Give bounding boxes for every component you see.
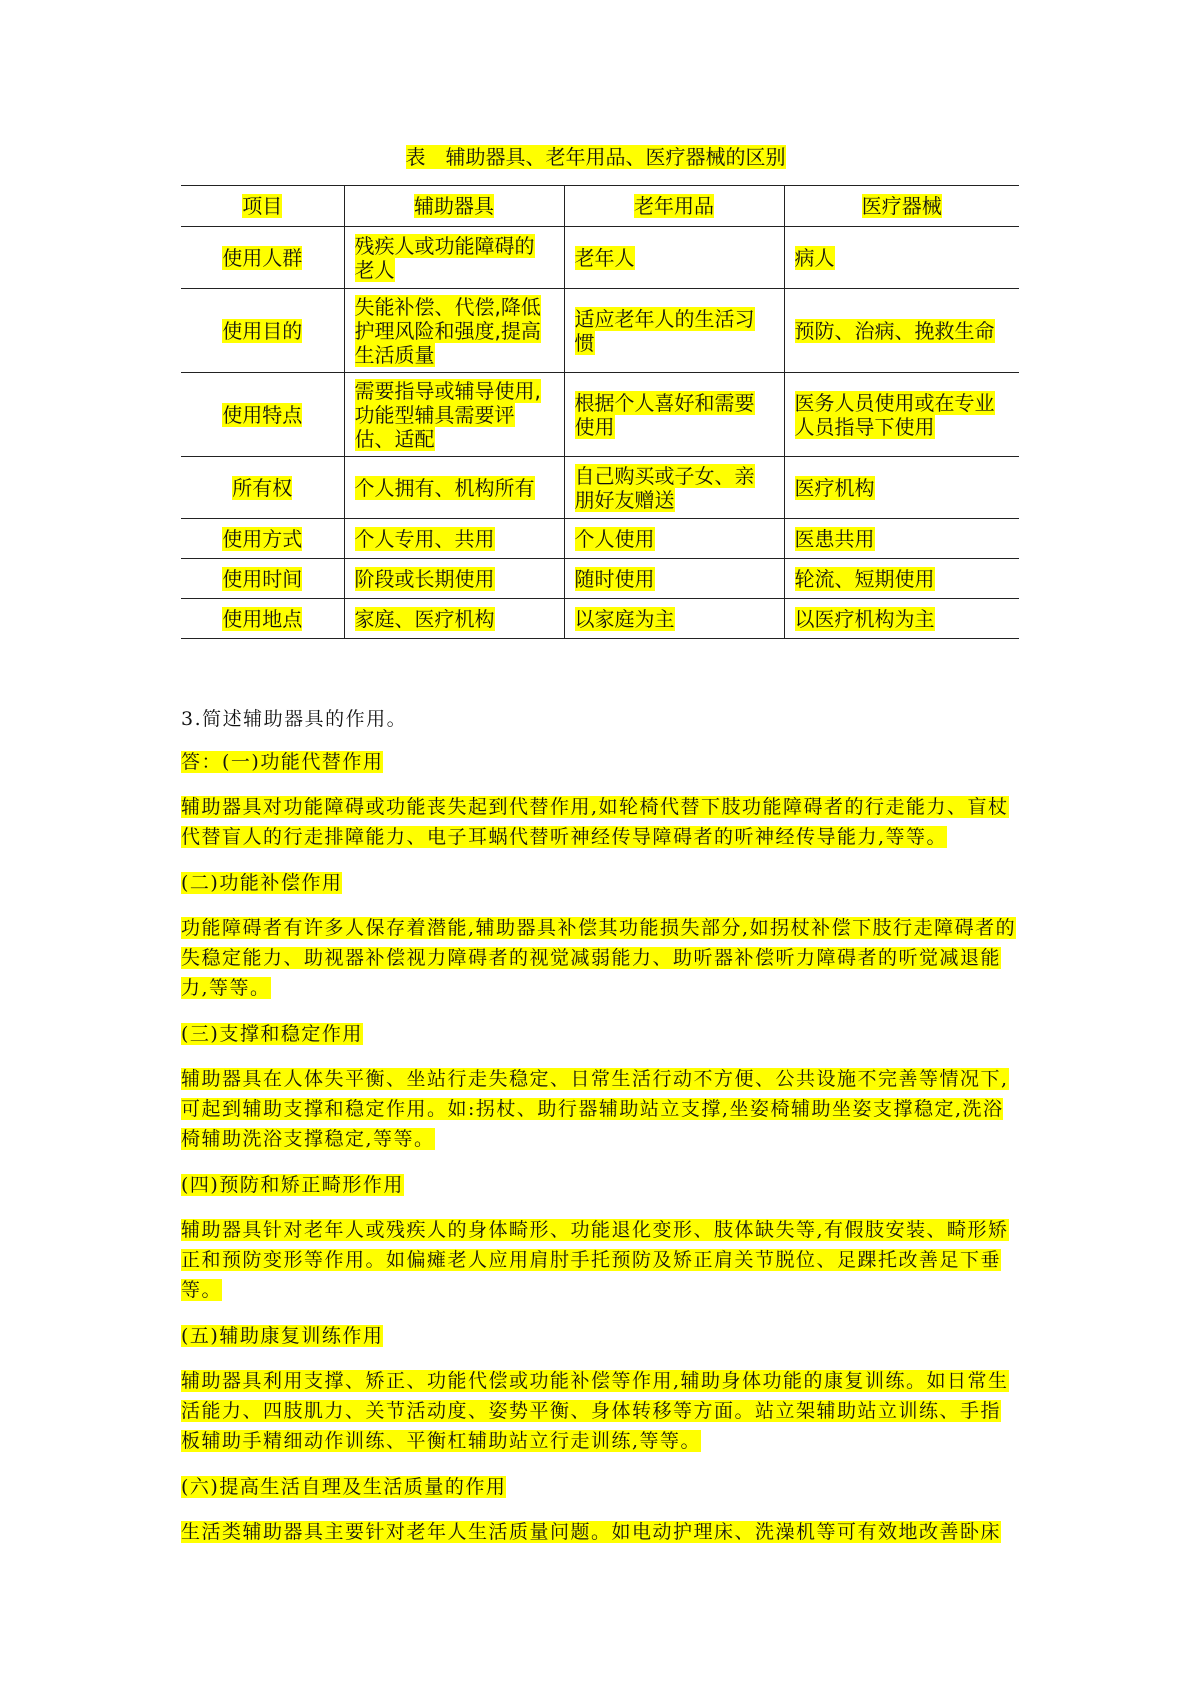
table-cell [784,227,1019,289]
cell-text: 适应老年人的生活习惯 [574,306,755,355]
table-cell [181,519,344,559]
table-cell [784,373,1019,457]
header-medical-devices: 医疗器械 [861,194,942,218]
table-row [181,373,1019,457]
row-label: 使用地点 [222,606,303,631]
table-cell [784,519,1019,559]
table-cell [181,599,344,639]
row-label: 使用方式 [222,526,303,551]
table-cell [784,289,1019,373]
answer-paragraph-4 [181,1215,1019,1305]
header-cell [344,186,564,227]
cell-text: 个人专用、共用 [354,526,495,551]
table-cell [784,599,1019,639]
section-heading-2 [181,868,1019,898]
table-row [181,559,1019,599]
table-title [0,143,1191,171]
cell-text: 医务人员使用或在专业人员指导下使用 [794,390,995,439]
header-elderly-products: 老年用品 [634,194,714,218]
table-cell [344,289,564,373]
table-cell [181,373,344,457]
question-line [181,704,1019,734]
paragraph-text: 辅助器具在人体失平衡、坐站行走失稳定、日常生活行动不方便、公共设施不完善等情况下,可起到辅助支撑和稳定作用。如:拐杖、助行器辅助站立支撑,坐姿椅辅助坐姿支撑稳定,洗浴椅辅助洗浴支撑稳定,等等。 [181,1068,1009,1150]
section-heading-5 [181,1321,1019,1351]
heading-text: (五)辅助康复训练作用 [181,1325,384,1347]
table-row [181,457,1019,519]
table-cell [564,227,784,289]
cell-text: 随时使用 [574,566,655,591]
cell-text: 轮流、短期使用 [794,566,935,591]
table-cell [181,457,344,519]
table-row [181,227,1019,289]
cell-text: 个人使用 [574,526,655,551]
paragraph-text: 辅助器具对功能障碍或功能丧失起到代替作用,如轮椅代替下肢功能障碍者的行走能力、盲杖代替盲人的行走排障能力、电子耳蜗代替听神经传导障碍者的听神经传导能力,等等。 [181,796,1009,848]
table-cell [784,559,1019,599]
cell-text: 以家庭为主 [574,606,675,631]
answer-paragraph-1 [181,792,1019,852]
table-row [181,289,1019,373]
heading-text: (三)支撑和稳定作用 [181,1023,363,1045]
table-cell [344,599,564,639]
table-cell [784,457,1019,519]
answer-intro-text: 答：(一)功能代替作用 [181,751,384,773]
table-cell [564,519,784,559]
cell-text: 医患共用 [794,526,875,551]
cell-text: 病人 [794,245,835,270]
comparison-table [181,185,1019,639]
header-aids: 辅助器具 [414,194,494,218]
table-cell [564,559,784,599]
cell-text: 以医疗机构为主 [794,606,935,631]
header-cell [564,186,784,227]
heading-text: (六)提高生活自理及生活质量的作用 [181,1476,507,1498]
table-row [181,519,1019,559]
row-label: 所有权 [232,475,293,500]
cell-text: 医疗机构 [794,475,875,500]
paragraph-text: 辅助器具利用支撑、矫正、功能代偿或功能补偿等作用,辅助身体功能的康复训练。如日常生活能力、四肢肌力、关节活动度、姿势平衡、身体转移等方面。站立架辅助站立训练、手指板辅助手精细动作训练、平衡杠辅助站立行走训练,等等。 [181,1370,1009,1452]
heading-text: (四)预防和矫正畸形作用 [181,1174,404,1196]
cell-text: 需要指导或辅导使用,功能型辅具需要评估、适配 [354,378,541,451]
table-row [181,599,1019,639]
section-heading-6 [181,1472,1019,1502]
row-label: 使用人群 [222,245,303,270]
table-cell [564,457,784,519]
row-label: 使用特点 [222,402,303,427]
table-cell [564,599,784,639]
cell-text: 预防、治病、挽救生命 [794,318,995,343]
heading-text: (二)功能补偿作用 [181,872,343,894]
table-cell [344,559,564,599]
cell-text: 老年人 [574,245,635,270]
table-cell [181,559,344,599]
paragraph-text: 生活类辅助器具主要针对老年人生活质量问题。如电动护理床、洗澡机等可有效地改善卧床 [181,1521,1002,1543]
cell-text: 根据个人喜好和需要使用 [574,390,755,439]
table-cell [344,373,564,457]
header-item: 项目 [242,194,283,218]
header-cell [181,186,344,227]
answer-intro [181,747,1019,777]
section-heading-3 [181,1019,1019,1049]
cell-text: 阶段或长期使用 [354,566,495,591]
answer-paragraph-2 [181,913,1019,1003]
answer-paragraph-6 [181,1517,1019,1547]
cell-text: 家庭、医疗机构 [354,606,495,631]
table-cell [564,373,784,457]
paragraph-text: 功能障碍者有许多人保存着潜能,辅助器具补偿其功能损失部分,如拐杖补偿下肢行走障碍者的失稳定能力、助视器补偿视力障碍者的视觉减弱能力、助听器补偿听力障碍者的听觉减退能力,等等。 [181,917,1017,999]
question-text: 3.简述辅助器具的作用。 [181,708,408,730]
table-cell [181,227,344,289]
cell-text: 个人拥有、机构所有 [354,475,535,500]
cell-text: 残疾人或功能障碍的老人 [354,233,535,282]
cell-text: 失能补偿、代偿,降低护理风险和强度,提高生活质量 [354,294,541,367]
row-label: 使用目的 [222,318,303,343]
header-cell [784,186,1019,227]
table-cell [181,289,344,373]
section-heading-4 [181,1170,1019,1200]
row-label: 使用时间 [222,566,303,591]
paragraph-text: 辅助器具针对老年人或残疾人的身体畸形、功能退化变形、肢体缺失等,有假肢安装、畸形矫正和预防变形等作用。如偏瘫老人应用肩肘手托预防及矫正肩关节脱位、足踝托改善足下垂等。 [181,1219,1009,1301]
table-title-text: 表 辅助器具、老年用品、医疗器械的区别 [405,145,786,169]
table-cell [344,227,564,289]
table-cell [564,289,784,373]
table-cell [344,457,564,519]
table-header-row [181,186,1019,227]
table-cell [344,519,564,559]
answer-paragraph-3 [181,1064,1019,1154]
cell-text: 自己购买或子女、亲朋好友赠送 [574,463,755,512]
answer-paragraph-5 [181,1366,1019,1456]
